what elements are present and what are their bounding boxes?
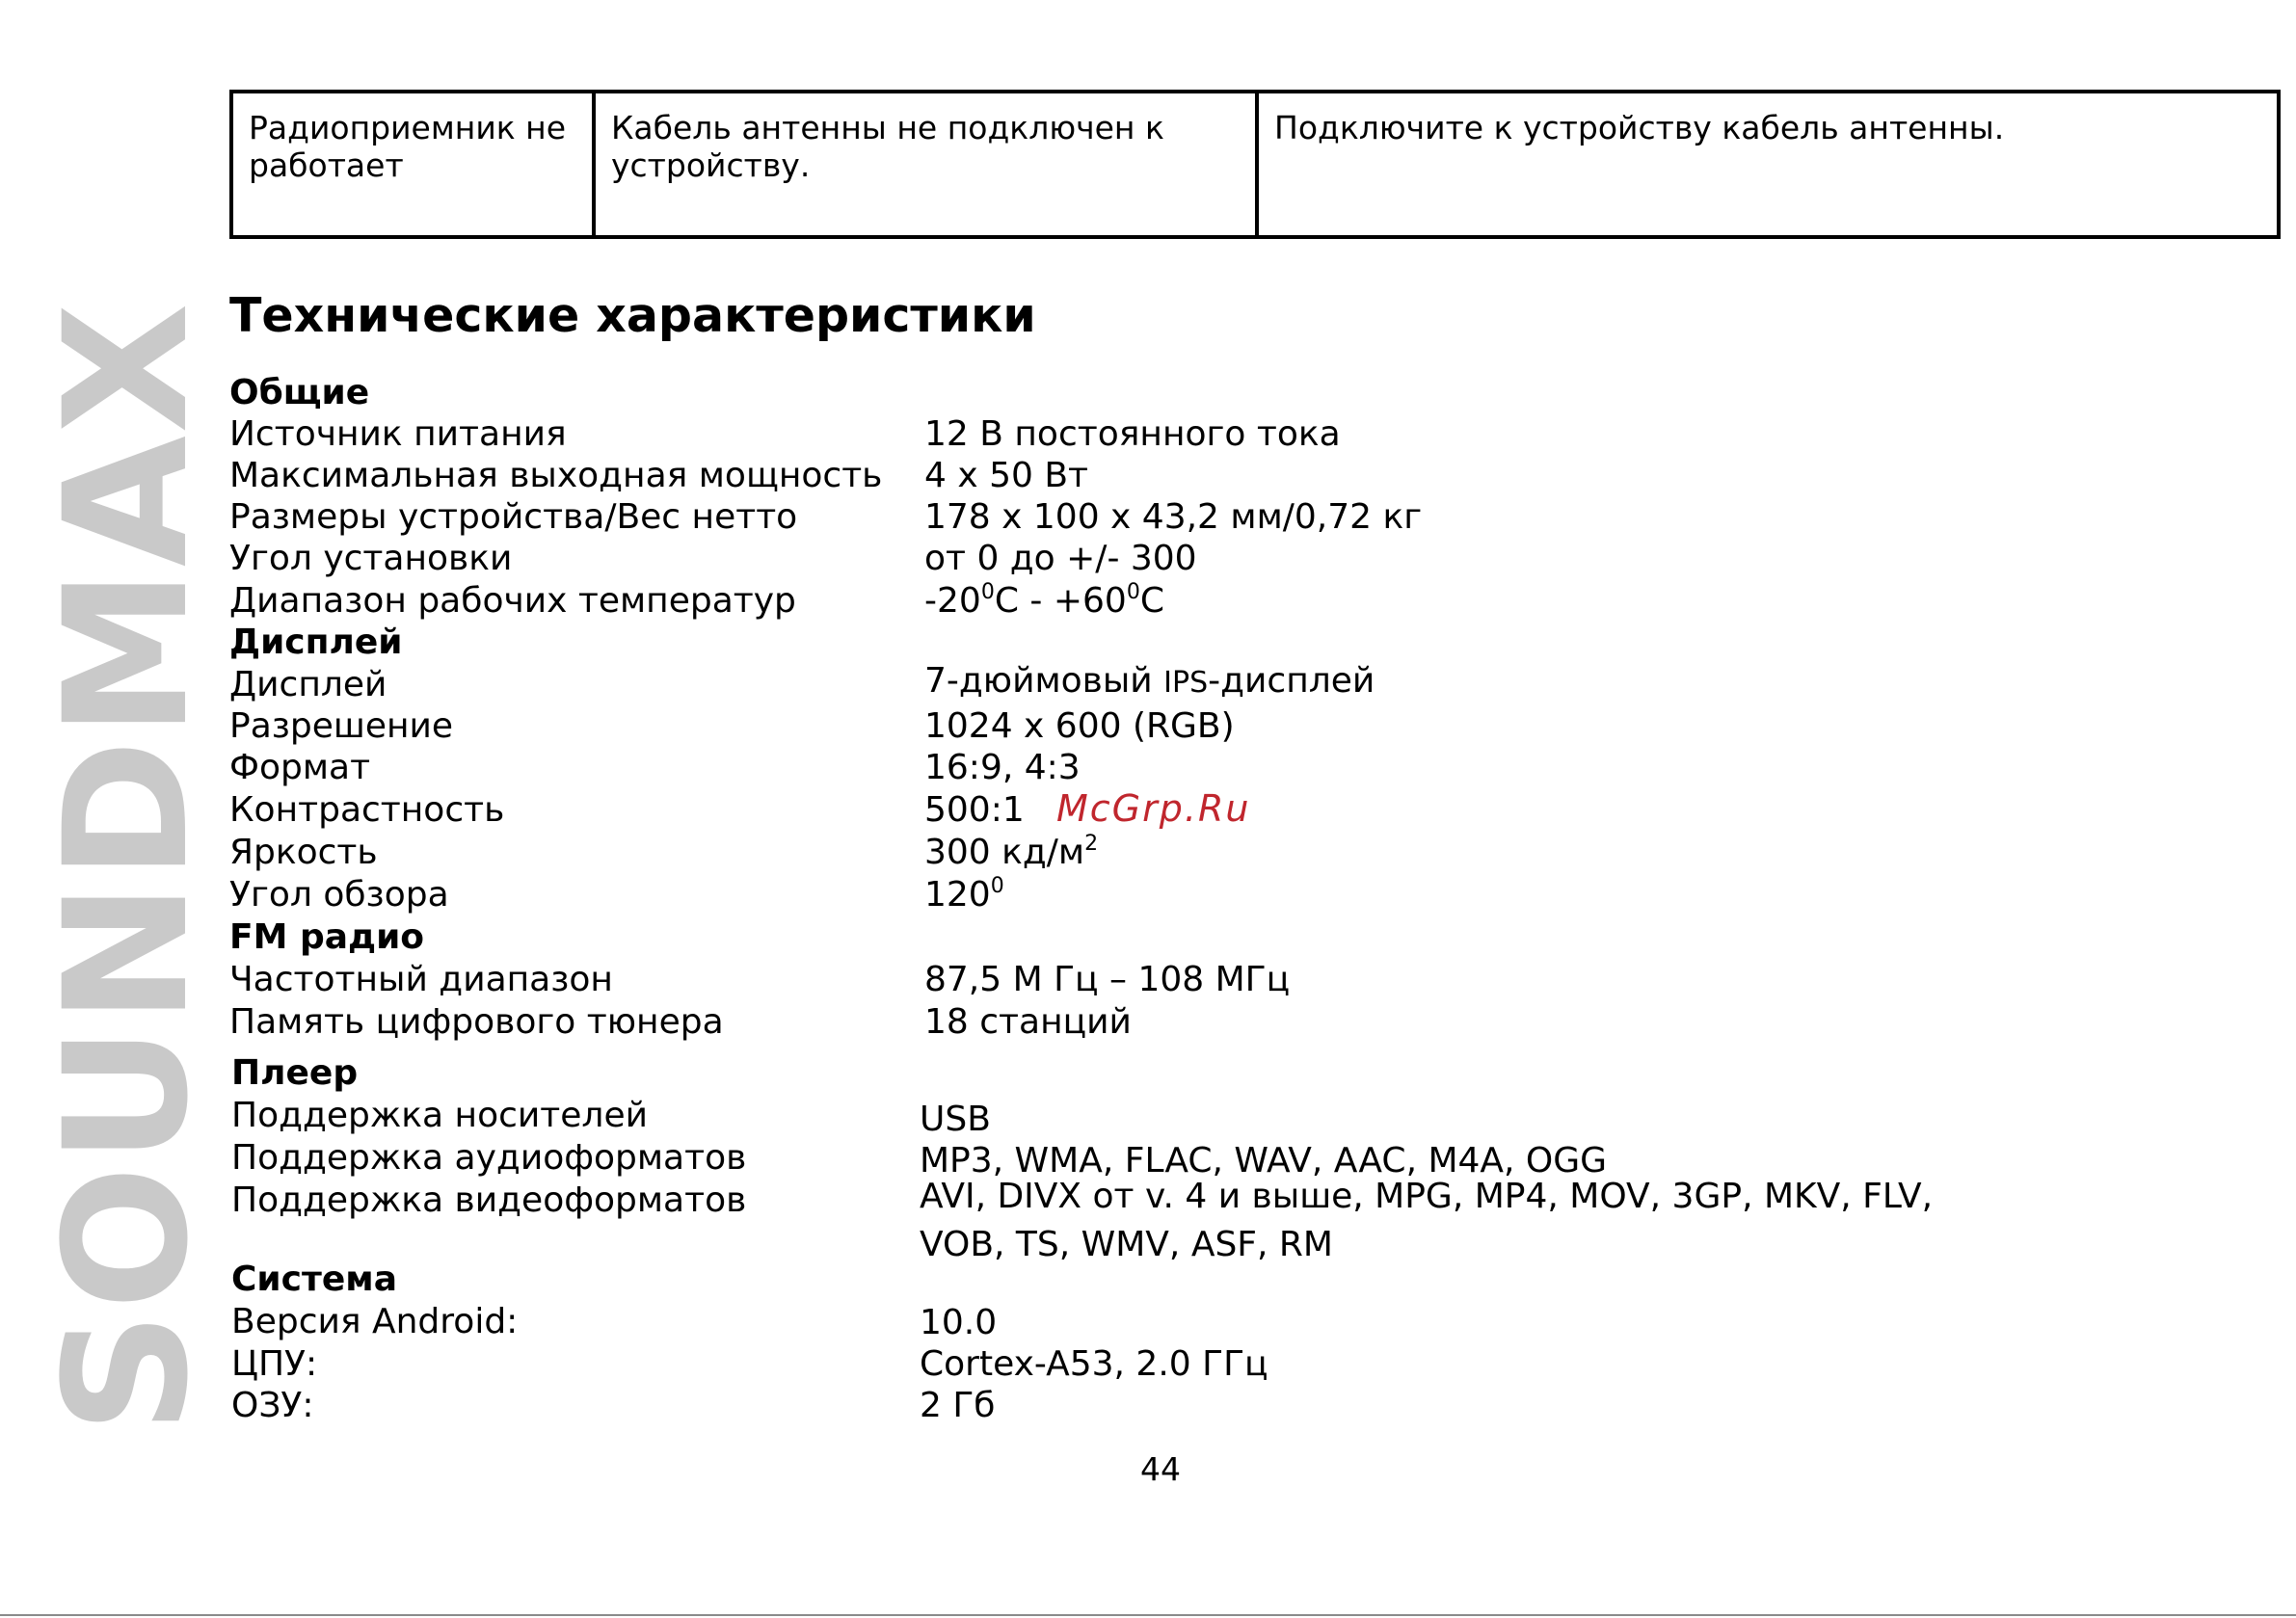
view-angle-number: 120 <box>924 875 991 915</box>
ram-label: ОЗУ: <box>231 1386 314 1425</box>
display-label: Дисплей <box>229 665 387 704</box>
tuner-memory-label: Память цифрового тюнера <box>229 1002 724 1042</box>
brand-sidebar: SOUNDMAX <box>28 301 226 1434</box>
display-size: 7-дюймовый <box>924 661 1164 701</box>
media-label: Поддержка носителей <box>231 1096 648 1135</box>
cpu-label: ЦПУ: <box>231 1344 318 1384</box>
media-value: USB <box>920 1100 991 1139</box>
troubleshooting-table <box>229 90 2281 239</box>
power-value: 12 В постоянного тока <box>924 414 1341 454</box>
player-heading: Плеер <box>231 1053 359 1093</box>
format-value: 16:9, 4:3 <box>924 748 1081 787</box>
page-number: 44 <box>1140 1450 1181 1488</box>
tuner-memory-value: 18 станций <box>924 1002 1132 1042</box>
max-power-label: Максимальная выходная мощность <box>229 456 883 495</box>
bottom-divider <box>0 1614 2296 1616</box>
install-angle-label: Угол установки <box>229 539 513 578</box>
fm-heading: FM радио <box>229 917 425 957</box>
view-angle-degree: 0 <box>990 874 1004 898</box>
brightness-exponent: 2 <box>1084 832 1099 856</box>
video-formats-value-line2: VOB, TS, WMV, ASF, RM <box>920 1225 1333 1264</box>
audio-formats-value: MP3, WMA, FLAC, WAV, AAC, M4A, OGG <box>920 1141 1608 1180</box>
fm-range-value: 87,5 М Гц – 108 МГц <box>924 960 1291 999</box>
display-ips: IPS <box>1163 666 1209 700</box>
problem-cell: Радиоприемник не работает <box>231 92 594 237</box>
brightness-number: 300 кд/м <box>924 833 1085 872</box>
display-type: -дисплей <box>1208 661 1375 701</box>
watermark: McGrp.Ru <box>1056 787 1251 830</box>
max-power-value: 4 x 50 Вт <box>924 456 1089 495</box>
temperature-value <box>924 580 1164 623</box>
android-label: Версия Android: <box>231 1302 519 1341</box>
brightness-value <box>924 832 1098 874</box>
temperature-unit: C <box>1139 581 1164 621</box>
temperature-min: -20 <box>924 581 981 621</box>
ram-value: 2 Гб <box>920 1386 996 1425</box>
solution-cell: Подключите к устройству кабель антенны. <box>1257 92 2279 237</box>
contrast-value: 500:1 <box>924 790 1025 830</box>
degree-mark: 0 <box>980 580 995 604</box>
display-heading: Дисплей <box>229 623 403 662</box>
table-row <box>231 92 2279 237</box>
video-formats-label: Поддержка видеоформатов <box>231 1180 747 1220</box>
view-angle-value <box>924 874 1004 916</box>
dimensions-value: 178 x 100 x 43,2 мм/0,72 кг <box>924 497 1423 537</box>
video-formats-value-line1: AVI, DIVX от v. 4 и выше, MPG, MP4, MOV, 3GP, MKV, FLV, <box>920 1177 1934 1216</box>
resolution-value: 1024 x 600 (RGB) <box>924 706 1235 746</box>
view-angle-label: Угол обзора <box>229 875 449 915</box>
degree-mark: 0 <box>1126 580 1140 604</box>
install-angle-value: от 0 до +/- 300 <box>924 539 1197 578</box>
cause-cell: Кабель антенны не подключен к устройству. <box>594 92 1257 237</box>
contrast-label: Контрастность <box>229 790 505 830</box>
general-heading: Общие <box>229 373 370 412</box>
dimensions-label: Размеры устройства/Вес нетто <box>229 497 798 537</box>
fm-range-label: Частотный диапазон <box>229 960 613 999</box>
power-label: Источник питания <box>229 414 567 454</box>
system-heading: Система <box>231 1260 397 1299</box>
cpu-value: Cortex-A53, 2.0 ГГц <box>920 1344 1268 1384</box>
android-value: 10.0 <box>920 1303 998 1342</box>
resolution-label: Разрешение <box>229 706 454 746</box>
audio-formats-label: Поддержка аудиоформатов <box>231 1138 747 1178</box>
page-title: Технические характеристики <box>229 288 1036 343</box>
format-label: Формат <box>229 748 371 787</box>
brightness-label: Яркость <box>229 833 378 872</box>
display-value <box>924 660 1375 704</box>
temperature-max: C - +60 <box>994 581 1127 621</box>
temperature-label: Диапазон рабочих температур <box>229 581 796 621</box>
